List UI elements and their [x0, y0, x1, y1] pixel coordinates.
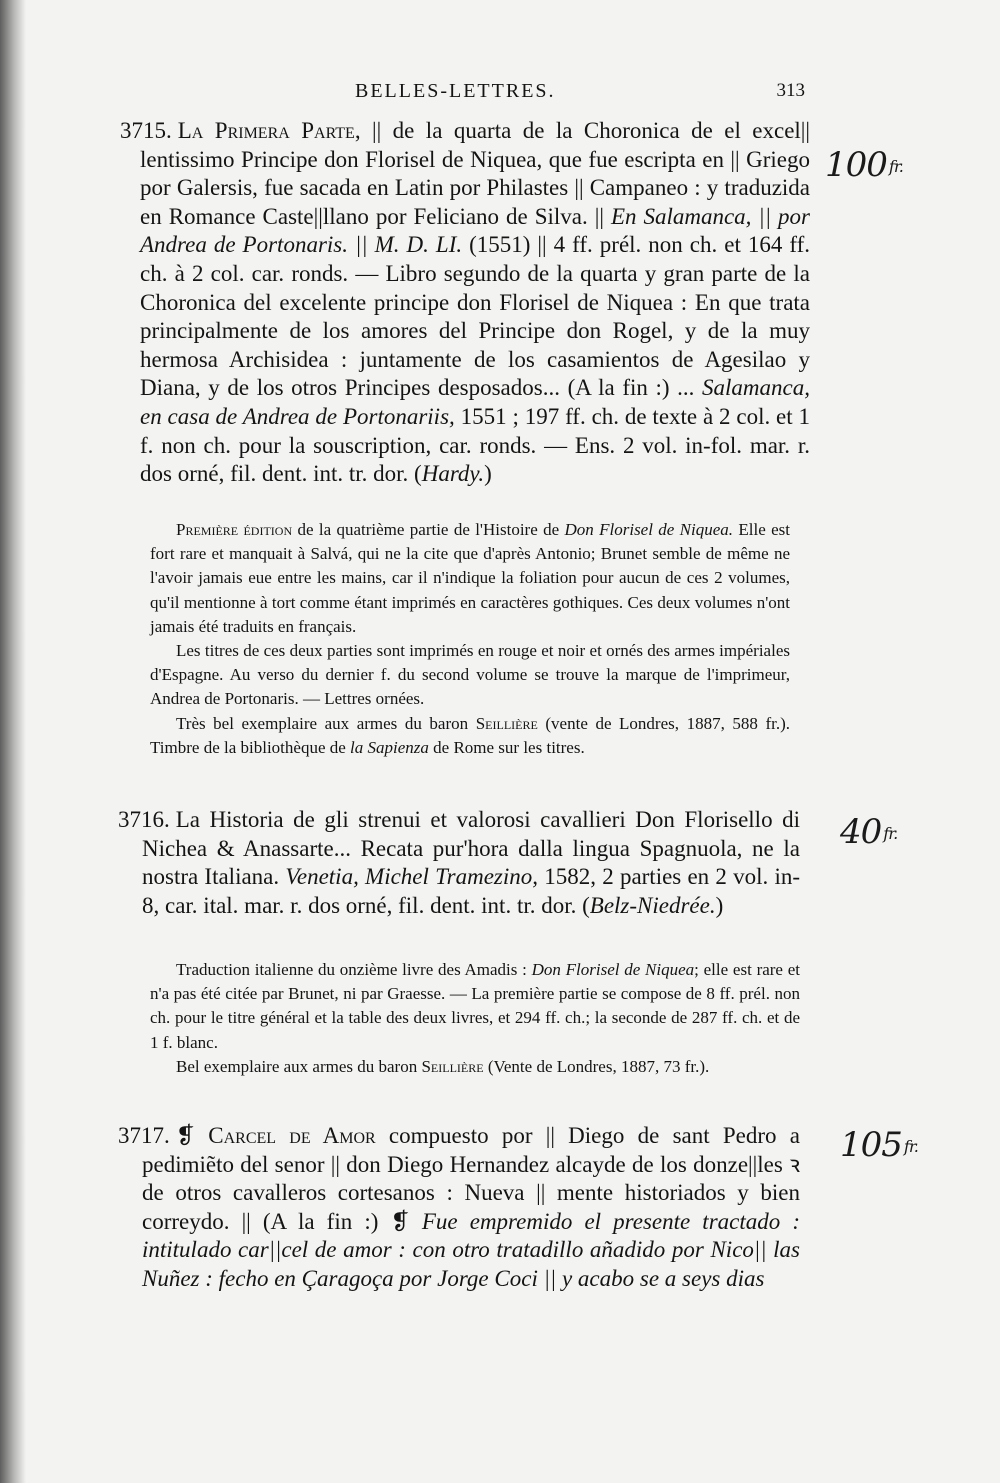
note-paragraph: Bel exemplaire aux armes du baron Seillière (Vente de Londres, 1887, 73 fr.). [176, 1056, 710, 1076]
pilcrow-glyph: ❡ [175, 1123, 196, 1148]
note-paragraph: Première édition de la quatrième partie de l'Histoire de Don Florisel de Niquea. Elle est fort rare et manquait à Salvá, qui ne la cite que d'après Antonio; Brunet semble de même ne l'avoir jamais eue entre les mains, car il n'indique la foliation pour aucun de ces 2 volumes, qu'il mentionne à tort comme étant imprimés en caractères gothiques. Ces deux volumes n'ont jamais été traduits en français. [150, 520, 790, 636]
page-number: 313 [776, 80, 805, 101]
catalog-entry-3716 [118, 806, 800, 920]
page-header [355, 80, 805, 110]
price-unit: fr. [883, 824, 898, 843]
binding-shadow [0, 0, 26, 1483]
imprint: En Salamanca, || por Andrea de Portonaris. || M. D. LI. [140, 203, 810, 258]
lot-number: 3716. [118, 807, 170, 832]
handwritten-price: 40 fr. [840, 812, 898, 852]
running-title: BELLES-LETTRES. [355, 80, 556, 102]
handwritten-price: 105 fr. [840, 1125, 918, 1165]
provenance: Hardy. [421, 461, 485, 487]
provenance: Belz-Niedrée. [589, 892, 716, 918]
bibliographic-note [150, 958, 800, 1079]
note-paragraph: Les titres de ces deux parties sont imprimés en rouge et noir et ornés des armes impériales d'Espagne. Au verso du dernier f. du second volume se trouve la marque de l'imprimeur, Andrea de Portonaris. — Lettres ornées. [150, 641, 790, 709]
entry-text: 3716. La Historia de gli strenui et valorosi cavallieri Don Florisello di Nichea & Anassarte... Recata pur'hora dalla lingua Spagnuola, ne la nostra Italiana. Venetia, Michel Tramezino, 1582, 2 parties en 2 vol. in-8, car. ital. mar. r. dos orné, fil. dent. int. tr. dor. (Belz-Niedrée.) [118, 807, 801, 918]
entry-text: 3715. La Primera Parte, || de la quarta de la Choronica de el excel|| lentissimo Principe don Florisel de Niquea, que fue escripta en || Griego por Galersis, fue sacada en Latin por Philastes || Campaneo : y traduzida en Romance Caste||llano por Feliciano de Silva. || En Salamanca, || por Andrea de Portonaris. || M. D. LI. (1551) || 4 ff. prél. non ch. et 164 ff. ch. à 2 col. car. ronds. — Libro segundo de la quarta y gran parte de la Choronica del excelente principe don Florisel de Niquea : En que trata principalmente de los amores del Principe don Rogel, y de la muy hermosa Archisidea : juntamente de los casamientos de Agesilao y Diana, y de los otros Principes desposados... (A la fin :) ... Salamanca, en casa de Andrea de Portonariis, 1551 ; 197 ff. ch. de texte à 2 col. et 1 f. non ch. pour la souscription, car. ronds. — Ens. 2 vol. in-fol. mar. r. dos orné, fil. dent. int. tr. dor. (Hardy.) [120, 118, 811, 487]
note-paragraph: Très bel exemplaire aux armes du baron Seillière (vente de Londres, 1887, 588 fr.). Timbre de la bibliothèque de la Sapienza de Rome sur les titres. [150, 713, 791, 757]
note-paragraph: Traduction italienne du onzième livre des Amadis : Don Florisel de Niquea; elle est rare et n'a pas été citée par Brunet, ni par Graesse. — La première partie se compose de 8 ff. prél. non ch. pour le titre général et la table des deux livres, et 294 ff. ch.; la seconde de 287 ff. ch. et de 1 f. blanc. [150, 960, 800, 1052]
lot-number: 3715. [120, 118, 172, 143]
catalog-entry-3717 [118, 1122, 800, 1294]
pilcrow-glyph: ❡ [390, 1208, 410, 1234]
entry-text: 3717. ❡ Carcel de Amor compuesto por || Diego de sant Pedro a pedimiẽto del senor || don Diego Hernandez alcayde de los donze||les ꝛ de otros cavalleros cortesanos : Nueva || mente historiados y bien correydo. || (A la fin :) ❡ Fue empremido el presente tractado : intitulado car||cel de amor : con otro tratadillo añadido por Nico|| las Nuñez : fecho en Çaragoça por Jorge Coci || y acabo se a seys dias [118, 1123, 800, 1291]
imprint: Venetia, Michel Tramezino, [285, 864, 539, 890]
price-unit: fr. [903, 1137, 918, 1156]
bibliographic-note [150, 518, 790, 760]
price-unit: fr. [888, 157, 903, 176]
handwritten-price: 100 fr. [825, 145, 903, 185]
catalog-entry-3715 [120, 117, 810, 489]
title-heading: La Primera Parte, [177, 118, 361, 143]
imprint: Salamanca, en casa de Andrea de Portonariis, [140, 375, 811, 429]
title-heading: Carcel de Amor [208, 1123, 376, 1148]
colophon: Fue empremido el presente tractado : intitulado car||cel de amor : con otro tratadillo añadido por Nico|| las Nuñez : fecho en Çaragoça por Jorge Coci || y acabo se a seys dias [142, 1208, 800, 1291]
lot-number: 3717. [118, 1123, 170, 1148]
